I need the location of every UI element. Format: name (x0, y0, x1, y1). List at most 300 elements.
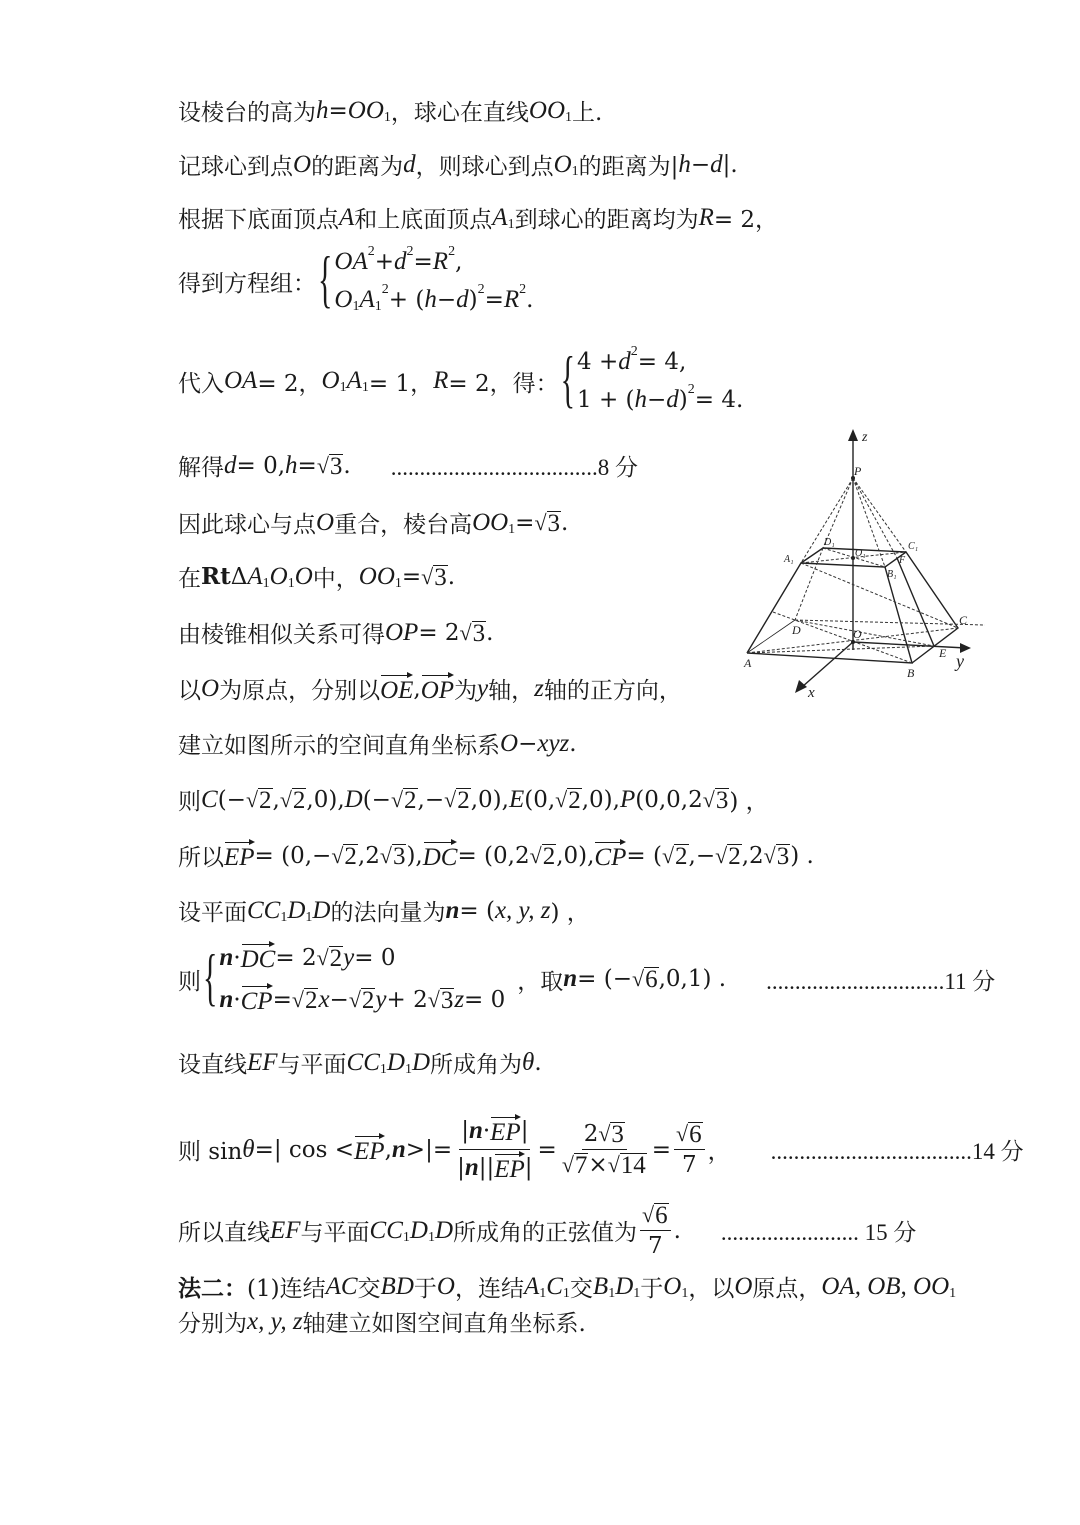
subscript: 1 (374, 299, 382, 314)
text-segment: = 2 (418, 619, 460, 646)
math-variable: AC (325, 1272, 358, 1300)
sqrt-expression (380, 843, 407, 869)
text-segment: 所成角为 (430, 1052, 523, 1078)
subscript: 1 (949, 1285, 957, 1301)
vector: EP (494, 1152, 525, 1184)
superscript: 2 (367, 244, 375, 259)
label-y: y (956, 651, 964, 671)
math-variable: OO (528, 96, 565, 124)
label-a1: A₁ (784, 554, 794, 565)
label-o: O (853, 627, 862, 641)
sqrt-sign-icon: √ (390, 786, 404, 812)
text-segment: , (384, 1136, 392, 1163)
vector: DC (423, 840, 458, 872)
superscript: 2 (687, 382, 695, 397)
label-a: A (744, 656, 752, 670)
radicand: 3 (329, 452, 343, 480)
score-leader: ...............................11 分 (766, 968, 996, 994)
text-segment: 根据下底面顶点 (178, 207, 339, 233)
text-segment: . (569, 730, 577, 757)
math-variable: x, y, z (494, 896, 551, 924)
math-variable: EF (247, 1048, 278, 1076)
sqrt-sign-icon: √ (676, 1121, 689, 1146)
text-segment: >|= (405, 1136, 453, 1163)
text-line (178, 616, 493, 649)
fraction (560, 1121, 649, 1178)
sqrt-sign-icon: √ (529, 842, 542, 868)
math-variable: A (339, 203, 355, 231)
math-variable: D (434, 1216, 454, 1244)
radicand: 2 (542, 842, 556, 870)
math-variable: O (663, 1272, 682, 1300)
math-variable: O (293, 150, 312, 178)
math-variable: B (592, 1272, 609, 1300)
text-segment: (1)连结 (247, 1276, 326, 1302)
text-segment: ,− (688, 842, 716, 869)
math-variable: d (403, 150, 416, 178)
bold-vector-variable: n (445, 896, 460, 924)
denominator (560, 1150, 649, 1178)
text-segment: 与平面 (277, 1052, 347, 1078)
score-leader: ...................................14 分 (770, 1139, 1024, 1164)
subscript: 1 (262, 575, 270, 591)
math-variable: P (619, 785, 636, 813)
sqrt-expression (317, 453, 344, 479)
equation-system (559, 344, 744, 415)
text-segment: ), (406, 842, 423, 869)
radicand: 2 (457, 786, 470, 814)
math-variable: E (508, 785, 525, 813)
text-line (178, 148, 738, 181)
math-variable: OP (385, 618, 419, 646)
label-c: C (959, 613, 968, 627)
math-variable: x, y, z (247, 1307, 303, 1335)
text-segment: , (413, 675, 421, 702)
subscript: 1 (681, 1285, 689, 1301)
math-variable: O (294, 562, 313, 590)
text-segment: ， (707, 1139, 731, 1165)
text-segment: − (436, 287, 457, 313)
math-variable: O (334, 286, 353, 313)
math-variable: z (454, 986, 465, 1013)
text-segment: = ( (626, 842, 662, 869)
sqrt-sign-icon: √ (607, 1152, 620, 1177)
text-segment: | (457, 1155, 465, 1181)
text-segment: . (534, 1049, 542, 1076)
sqrt-sign-icon: √ (427, 987, 440, 1012)
text-segment: = 4. (694, 387, 744, 413)
text-segment: 建立如图所示的空间直角坐标系 (178, 733, 500, 759)
math-variable: D (409, 1216, 428, 1244)
text-line (178, 449, 638, 482)
radicand: 2 (361, 987, 375, 1014)
text-line (178, 1046, 542, 1079)
label-f: F (899, 555, 906, 566)
edge-ef (897, 558, 934, 646)
radicand: 14 (620, 1152, 646, 1179)
sqrt-sign-icon: √ (291, 987, 304, 1012)
text-segment: ,2 (741, 842, 764, 869)
vector: EP (354, 1134, 385, 1166)
radicand: 6 (689, 1121, 702, 1148)
text-line (178, 1305, 586, 1338)
math-variable: xyz (537, 729, 570, 757)
math-variable: d (456, 286, 469, 313)
math-variable: y (343, 944, 355, 971)
subscript: 1 (507, 216, 515, 232)
text-segment: 为原点，分别以 (219, 678, 381, 704)
sqrt-expression (460, 620, 487, 646)
math-variable: h (424, 286, 437, 313)
text-segment: (0, (524, 786, 556, 813)
text-segment: 中， (312, 566, 359, 592)
text-line (178, 894, 590, 927)
text-segment: Δ (230, 563, 248, 590)
text-segment: = (413, 249, 433, 275)
radicand: 3 (392, 842, 406, 870)
text-segment: (− (362, 786, 391, 813)
text-segment: = (484, 287, 504, 313)
math-variable: EF (270, 1216, 301, 1244)
text-line (178, 506, 568, 539)
text-segment: = 0, (236, 452, 286, 479)
text-line (178, 1270, 956, 1303)
x-axis (802, 642, 853, 687)
text-segment: 轴， (488, 678, 535, 704)
vector: OP (421, 673, 454, 705)
math-variable: A (247, 562, 263, 590)
math-variable: CC (247, 896, 281, 924)
math-variable: θ (522, 1048, 535, 1076)
radicand: 2 (329, 945, 343, 972)
score-leader: ........................ 15 分 (720, 1220, 917, 1245)
subscript: 1 (379, 1061, 387, 1077)
math-variable: A (492, 203, 508, 231)
sqrt-expression (292, 987, 319, 1013)
bold-vector-variable: n (219, 944, 234, 971)
subscript: 1 (305, 909, 313, 925)
radicand: 2 (344, 842, 357, 870)
math-variable: h (634, 386, 648, 413)
equation-row (334, 244, 533, 276)
subscript: 1 (427, 1229, 435, 1245)
sqrt-sign-icon: √ (642, 1202, 655, 1227)
math-variable: d (710, 150, 723, 178)
text-line (178, 783, 769, 816)
sqrt-expression (598, 1121, 625, 1147)
radicand: 3 (715, 786, 729, 814)
text-line (178, 1115, 1024, 1184)
text-segment: + 2 (386, 987, 428, 1013)
text-segment: . (447, 563, 456, 590)
math-variable: CC (369, 1216, 403, 1244)
x-arrow-icon (795, 680, 807, 693)
text-segment: 交 (569, 1276, 593, 1302)
text-segment: ，以 (688, 1276, 735, 1302)
vector: DC (241, 942, 276, 974)
radicand: 2 (292, 786, 306, 814)
sqrt-expression (534, 510, 561, 536)
sqrt-expression (428, 987, 455, 1013)
text-segment: = 2， (713, 207, 779, 233)
subscript: 1 (402, 1229, 410, 1245)
label-e: E (939, 646, 947, 660)
text-segment: · (482, 1118, 491, 1144)
label-o1: O₁ (855, 548, 866, 559)
math-variable: O (553, 150, 572, 178)
math-variable: OA, OB, OO (821, 1272, 950, 1300)
text-segment: ) (678, 387, 688, 413)
numerator (674, 1121, 705, 1150)
text-segment: 所以直线 (178, 1220, 270, 1246)
radicand: 3 (611, 1121, 624, 1148)
sqrt-sign-icon: √ (561, 1152, 574, 1177)
sqrt-sign-icon: √ (534, 509, 547, 535)
radicand: 2 (728, 842, 741, 870)
text-segment: (− (217, 786, 246, 813)
math-variable: O (269, 562, 288, 590)
z-arrow-icon (848, 429, 858, 441)
text-segment: ，球心在直线 (390, 100, 529, 126)
text-segment: | (520, 1118, 529, 1144)
vector: OE (380, 673, 413, 705)
left-brace-icon: { (318, 245, 333, 315)
text-line (178, 560, 455, 593)
math-variable: A (523, 1272, 540, 1300)
radicand: 6 (655, 1202, 668, 1229)
text-line (178, 727, 577, 760)
text-segment: 代入 (178, 370, 224, 397)
radicand: 2 (259, 786, 272, 814)
text-segment: 重合，棱台高 (334, 512, 473, 538)
text-segment: 为 (454, 678, 478, 704)
sqrt-expression (764, 843, 791, 869)
text-segment: 得到方程组： (178, 270, 316, 297)
equation-system-line (178, 244, 545, 315)
pyramid-frustum-figure (740, 425, 1000, 705)
radicand: 6 (645, 966, 658, 993)
text-segment: 到球心的距离均为 (514, 207, 699, 233)
text-segment: , (455, 249, 463, 275)
text-segment: = (0,− (254, 842, 332, 869)
sqrt-expression (349, 987, 376, 1013)
sqrt-sign-icon: √ (702, 786, 715, 812)
sqrt-expression (662, 843, 689, 869)
subscript: 1 (539, 1285, 547, 1301)
text-segment: · (233, 945, 241, 971)
text-segment: 的距离为| (578, 154, 679, 180)
text-line (178, 1202, 916, 1259)
radicand: 3 (440, 987, 454, 1014)
text-segment: = 2， (257, 370, 322, 397)
superscript: 2 (406, 244, 414, 259)
subscript: 1 (280, 909, 288, 925)
math-variable: OA (334, 248, 368, 275)
text-segment: 则 (178, 968, 201, 995)
math-variable: A (346, 367, 362, 394)
math-variable: θ (242, 1135, 255, 1163)
math-variable: R (432, 248, 449, 275)
sqrt-expression (391, 787, 418, 813)
sqrt-expression (555, 787, 582, 813)
text-segment: 7 (682, 1152, 697, 1178)
text-segment: 轴建立如图空间直角坐标系. (302, 1311, 586, 1337)
text-segment: ) . (790, 842, 814, 869)
vector: EP (490, 1115, 521, 1147)
math-variable: h (285, 451, 298, 479)
sqrt-expression (444, 787, 471, 813)
math-variable: D (312, 896, 331, 924)
vector: CP (241, 984, 273, 1016)
radicand: 7 (574, 1152, 588, 1179)
text-segment: . (343, 452, 351, 479)
bold-text: Rt (201, 563, 231, 590)
bold-vector-variable: n (464, 1154, 479, 1181)
math-variable: z (534, 674, 544, 702)
equation-row (219, 984, 505, 1016)
math-variable: BD (380, 1272, 414, 1300)
text-segment: = (− (577, 966, 632, 992)
bold-vector-variable: n (219, 986, 234, 1013)
text-segment: ) ， (550, 900, 590, 926)
superscript: 2 (477, 282, 485, 297)
fraction (674, 1121, 705, 1178)
equation-row (334, 282, 534, 314)
text-segment: 和上底面顶点 (354, 207, 493, 233)
superscript: 2 (519, 282, 527, 297)
sqrt-expression (530, 843, 557, 869)
sqrt-expression (280, 787, 307, 813)
subscript: 1 (608, 1285, 616, 1301)
text-segment: − (690, 151, 711, 178)
text-segment: 所成角的正弦值为 (453, 1220, 638, 1246)
equation-rows (219, 942, 505, 1016)
math-variable: C (201, 785, 218, 813)
text-segment: 设直线 (178, 1052, 247, 1078)
math-variable: OO (358, 562, 395, 590)
text-segment: = (401, 563, 422, 590)
radicand: 2 (568, 786, 581, 814)
radicand: 3 (776, 842, 790, 870)
sqrt-sign-icon: √ (763, 842, 776, 868)
text-segment: . (526, 287, 534, 313)
bold-vector-variable: n (563, 965, 578, 992)
sqrt-expression (703, 787, 730, 813)
text-segment: ,2 (357, 842, 380, 869)
sqrt-sign-icon: √ (279, 786, 292, 812)
numerator (582, 1121, 627, 1150)
text-segment: 于 (640, 1276, 664, 1302)
text-segment: 解得 (178, 455, 224, 481)
equation-system (316, 244, 534, 315)
left-brace-icon: { (560, 345, 576, 415)
text-segment: 4 + (577, 349, 619, 375)
text-segment: 上. (572, 100, 603, 126)
math-variable: O (436, 1272, 455, 1300)
text-segment: ,0), (581, 786, 620, 813)
subscript: 1 (565, 109, 572, 125)
sqrt-expression (608, 1152, 647, 1178)
text-segment: = 0 (354, 945, 396, 971)
text-segment: 于 (413, 1276, 437, 1302)
equation-row (219, 942, 505, 974)
text-segment: ) ， (729, 789, 769, 815)
bold-vector-variable: n (391, 1135, 406, 1163)
sqrt-expression (246, 787, 273, 813)
text-segment: 设棱台的高为 (178, 100, 316, 126)
sqrt-sign-icon: √ (348, 987, 361, 1012)
sqrt-sign-icon: √ (316, 452, 329, 478)
text-segment: 则 (178, 789, 201, 815)
math-variable: y (477, 674, 489, 702)
text-segment: 由棱锥相似关系可得 (178, 622, 385, 648)
sqrt-sign-icon: √ (555, 786, 568, 812)
text-segment: = (297, 452, 317, 479)
text-segment: − (647, 387, 667, 413)
text-segment: = (272, 987, 292, 1013)
math-variable: d (666, 386, 679, 413)
text-segment: = 4, (637, 349, 687, 375)
math-variable: d (394, 248, 407, 275)
math-variable: OA (224, 367, 258, 394)
label-d: D (792, 623, 801, 637)
sqrt-sign-icon: √ (316, 945, 329, 970)
text-segment: . (561, 509, 569, 536)
sqrt-expression (421, 564, 448, 590)
math-variable: R (503, 286, 520, 313)
text-segment: × (588, 1152, 608, 1178)
denominator (646, 1231, 665, 1259)
bold-vector-variable: n (468, 1117, 483, 1144)
math-variable: d (224, 451, 237, 479)
sqrt-sign-icon: √ (632, 966, 645, 991)
text-segment: , (272, 786, 280, 813)
text-segment: ,0), (556, 842, 595, 869)
text-segment: 与平面 (300, 1220, 370, 1246)
sqrt-expression (715, 843, 742, 869)
radicand: 2 (304, 987, 318, 1014)
subscript: 1 (508, 521, 516, 537)
sqrt-expression (562, 1152, 589, 1178)
label-z: z (862, 430, 868, 445)
score-leader: ....................................8 分 (390, 455, 638, 480)
math-variable: h (678, 150, 691, 178)
text-segment: · (233, 987, 241, 1013)
sqrt-sign-icon: √ (598, 1121, 611, 1146)
math-variable: A (359, 286, 375, 313)
text-segment: = (651, 1136, 672, 1163)
text-segment: = 2，得： (448, 370, 559, 397)
text-segment: = 1， (368, 370, 434, 397)
left-brace-icon: { (203, 943, 218, 1013)
text-segment: 的距离为 (311, 154, 404, 180)
math-variable: R (698, 203, 714, 231)
sqrt-sign-icon: √ (715, 842, 728, 868)
fraction (455, 1115, 534, 1184)
text-segment: 1 + ( (577, 387, 635, 413)
radicand: 3 (434, 563, 447, 591)
math-variable: D (411, 1048, 431, 1076)
sqrt-sign-icon: √ (444, 786, 457, 812)
text-line (178, 672, 682, 705)
math-variable: OO (347, 96, 384, 124)
text-segment: || (478, 1155, 495, 1181)
subscript: 1 (287, 575, 295, 591)
sqrt-sign-icon: √ (661, 842, 675, 868)
text-segment: |. (722, 151, 738, 178)
subscript: 1 (361, 380, 369, 395)
subscript: 1 (562, 1285, 570, 1301)
